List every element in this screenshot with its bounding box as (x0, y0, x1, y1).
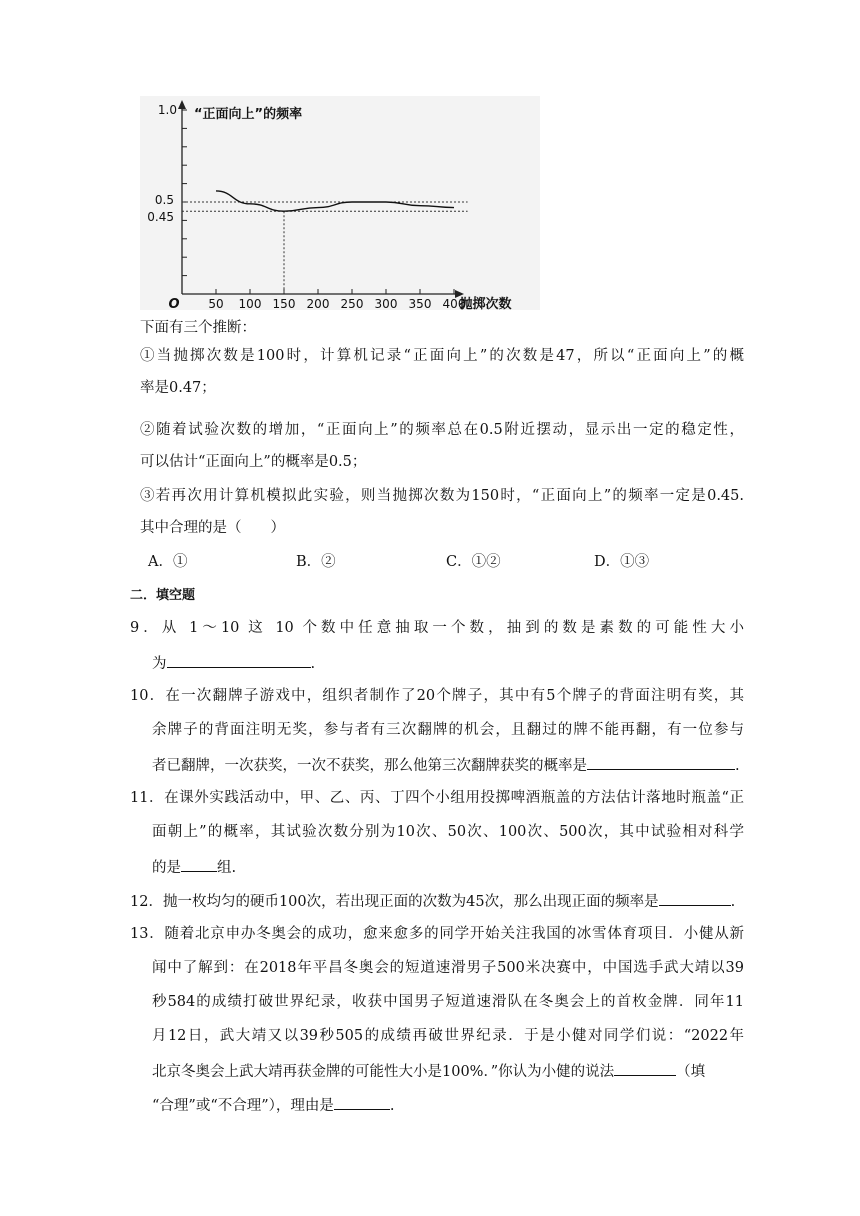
statement-3-line1: ③若再次用计算机模拟此实验，则当抛掷次数为150时，“正面向上”的频率一定是0.45. (140, 488, 744, 504)
x-tick-label: 100 (238, 297, 262, 310)
answer-blank-13a (614, 1060, 676, 1076)
y-tick-label: 0.45 (147, 210, 174, 225)
statement-2 (140, 420, 744, 440)
answer-blank-10 (587, 754, 735, 770)
answer-blank-13b (334, 1094, 390, 1110)
intro-text: 下面有三个推断： (140, 320, 256, 336)
statement-1 (140, 346, 744, 366)
option-a: A．① (148, 554, 188, 570)
x-tick-label: 50 (208, 297, 224, 310)
question-13-line5: 北京冬奥会上武大靖再获金牌的可能性大小是100%．”你认为小健的说法 （填 (152, 1060, 705, 1082)
y-tick-label: 1.0 (157, 103, 177, 117)
question-10-line3: 者已翻牌，一次获奖，一次不获奖，那么他第三次翻牌获奖的概率是 . (152, 754, 740, 776)
question-9-line2: 为 . (152, 652, 315, 674)
question-prompt: 其中合理的是（ ） (140, 520, 285, 536)
statement-2-line2: 可以估计“正面向上”的概率是0.5； (140, 454, 367, 470)
x-tick-label: 400 (442, 297, 466, 310)
statement-1-line1: ①当抛掷次数是100时，计算机记录“正面向上”的次数是47，所以“正面向上”的概 (140, 348, 744, 364)
question-10-line2: 余牌子的背面注明无奖，参与者有三次翻牌的机会，且翻过的牌不能再翻，有一位参与 (152, 722, 744, 738)
x-axis-label: 抛掷次数 (459, 297, 512, 310)
option-d: D．①③ (594, 554, 650, 570)
option-b: B．② (296, 554, 336, 570)
answer-blank-9 (167, 652, 311, 668)
statement-3 (140, 486, 744, 506)
question-12: 12．抛一枚均匀的硬币100次，若出现正面的次数为45次，那么出现正面的频率是 . (130, 890, 735, 912)
option-c: C．①② (446, 554, 501, 570)
question-13-line1: 13．随着北京申办冬奥会的成功，愈来愈多的同学开始关注我国的冰雪体育项目．小健从新 (130, 926, 744, 942)
y-axis-label: “正面向上”的频率 (194, 107, 303, 122)
question-13-line3: 秒584的成绩打破世界纪录，收获中国男子短道速滑队在冬奥会上的首枚金牌．同年11 (152, 994, 744, 1010)
answer-blank-12 (659, 890, 731, 906)
origin-label: O (168, 297, 180, 310)
y-tick-label: 0.5 (154, 193, 174, 207)
frequency-line (216, 191, 454, 211)
question-11 (130, 788, 744, 808)
x-tick-label: 300 (374, 297, 398, 310)
x-tick-label: 150 (272, 297, 296, 310)
section-heading: 二．填空题 (130, 588, 196, 603)
question-10 (130, 686, 744, 706)
question-11-line1: 11．在课外实践活动中，甲、乙、丙、丁四个小组用投掷啤酒瓶盖的方法估计落地时瓶盖“正 (130, 790, 744, 806)
statement-2-line1: ②随着试验次数的增加，“正面向上”的频率总在0.5附近摆动，显示出一定的稳定性， (140, 422, 744, 438)
question-13-line4: 月12日，武大靖又以39秒505的成绩再破世界纪录．于是小健对同学们说：“2022年 (152, 1028, 744, 1044)
question-13-line6: “合理”或“不合理”），理由是 . (152, 1094, 395, 1116)
question-13 (130, 924, 744, 944)
chart-svg (140, 96, 540, 310)
statement-1-line2: 率是0.47； (140, 380, 216, 396)
question-11-line3: 的是 组. (152, 856, 236, 878)
x-tick-label: 250 (340, 297, 364, 310)
x-tick-label: 350 (408, 297, 432, 310)
question-9 (130, 618, 744, 638)
question-11-line2: 面朝上”的概率，其试验次数分别为10次、50次、100次、500次，其中试验相对科学 (152, 824, 744, 840)
question-13-line2: 闻中了解到：在2018年平昌冬奥会的短道速滑男子500米决赛中，中国选手武大靖以39 (152, 960, 744, 976)
answer-blank-11 (181, 856, 217, 872)
x-tick-label: 200 (306, 297, 330, 310)
frequency-chart (140, 96, 540, 310)
y-axis-arrow (178, 100, 186, 109)
question-9-line1: 9．从 1～10 这 10 个数中任意抽取一个数，抽到的数是素数的可能性大小 (130, 620, 744, 636)
question-10-line1: 10．在一次翻牌子游戏中，组织者制作了20个牌子，其中有5个牌子的背面注明有奖，其 (130, 688, 744, 704)
